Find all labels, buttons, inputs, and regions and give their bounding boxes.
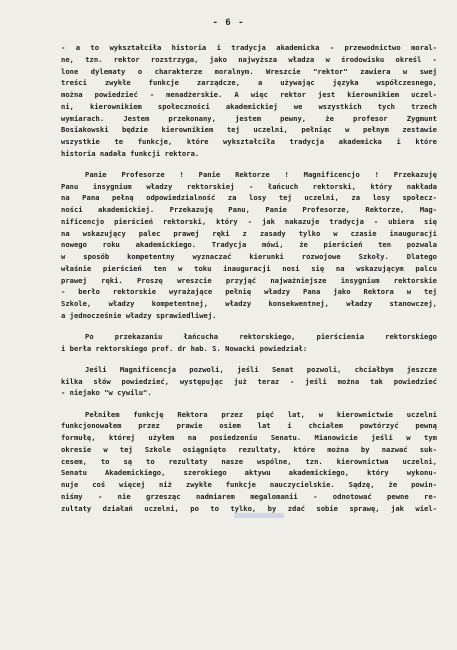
paragraph-3: [61, 331, 437, 355]
text-line: Bosiakowski będzie kierownikiem tej uczelni, pełniąc w pełnym zestawie: [61, 125, 437, 135]
text-line: okresie w tej Szkole osiągnięto rezultaty, które można by nazwać suk-: [61, 444, 437, 454]
text-line: niśmy - nie grzesząc nadmiarem megalomanii - odnotować pewne re-: [61, 491, 437, 501]
text-line: Szkole, władzy kompetentnej, władzy konsekwentnej, władzy stanowczej,: [61, 299, 437, 309]
text-line: na wskazujący palec prawej ręki z zasady tylko w czasie inauguracji: [61, 228, 437, 238]
text-line: Senatu Akademickiego, szerokiego aktywu akademickiego, który wykonu-: [61, 468, 437, 478]
text-line: Jeśli Magnificencja pozwoli, jeśli Senat pozwoli, chciałbym jeszcze: [85, 364, 437, 374]
text-line: na Pana pełną odpowiedzialność za losy tej uczelni, za losy społecz-: [61, 193, 437, 203]
paragraph-1: [61, 42, 437, 160]
document-body: [61, 42, 437, 524]
text-line: lone dylematy o charakterze moralnym. Wreszcie "rektor" zawiera w swej: [61, 66, 437, 76]
text-line: zultaty działań uczelni, po to tylko, by zdać sobie sprawę, jak wiel-: [61, 503, 437, 513]
text-line: Panu insygnium władzy rektorskiej - łańcuch rektorski, który nakłada: [61, 181, 437, 191]
text-line: Panie Profesorze ! Panie Rektorze ! Magnificencjo ! Przekazuję: [85, 169, 437, 179]
text-line: ni, kierownikiem społeczności akademickiej we wszystkich tych trzech: [61, 101, 437, 111]
text-line: Po przekazaniu łańcucha rektorskiego, pierścienia rektorskiego: [85, 332, 437, 342]
paragraph-5: [61, 409, 437, 515]
page-number: - 6 -: [212, 18, 245, 28]
text-line: nuje coś więcej niż zwykłe funkcje nauczycielskie. Sądzę, że powin-: [61, 480, 437, 490]
text-line: kilka słów powiedzieć, występując już teraz - jeśli można tak powiedzieć: [61, 376, 437, 386]
text-line: właśnie pierścień ten w toku inauguracji nosi się na wskazującym palcu: [61, 263, 437, 273]
text-line: w sposób kompetentny wyznaczać kierunki rozwojowe Szkoły. Dlatego: [61, 252, 437, 262]
text-line: formułę, której użyłem na posiedzeniu Senatu. Mianowicie jeśli w tym: [61, 433, 437, 443]
text-line: - berło rektorskie wyrażające pełnię władzy Pana jako Rektora w tej: [61, 287, 437, 297]
text-line: nificencjo pierścień rektorski, który - jak nakazuje tradycja - ubiera się: [61, 216, 437, 226]
text-line: - a to wykształciła historia i tradycja akademicka - przewodnictwo moral-: [61, 43, 437, 52]
paragraph-4: [61, 364, 437, 399]
text-line: treści zwykłe funkcje zarządcze, a używając języka współczesnego,: [61, 78, 437, 88]
text-line: a jednocześnie władzy sprawiedliwej.: [61, 310, 217, 320]
text-line: można powiedzieć - menadżerskie. A więc rektor jest kierownikiem uczel-: [61, 90, 437, 99]
text-line: funkcjonowałem przez prawie osiem lat i chciałem powtórzyć pewną: [61, 421, 437, 431]
text-line: ności akademickiej. Przekazuję Panu, Panie Profesorze, Rektorze, Mag-: [61, 205, 437, 215]
text-line: prawej ręki. Proszę wreszcie przyjąć najważniejsze insygnium rektorskie: [61, 275, 437, 285]
text-line: cesem, to są to rezultaty nasze wspólne, tzn. kierownictwa uczelni,: [61, 456, 437, 466]
text-line: historia nadała funkcji rektora.: [61, 148, 200, 158]
text-line: nowego roku akademickiego. Tradycja mówi, że pierścień ten pozwala: [61, 240, 437, 250]
text-line: Pełniłem funkcję Rektora przez pięć lat, w kierownictwie uczelni: [85, 409, 437, 419]
text-line: ne, tzn. rektor rozstrzyga, jako najwyższa władza w środowisku określ -: [61, 54, 437, 64]
text-line: i berła rektorskiego prof. dr hab. S. Nowacki powiedział:: [61, 343, 308, 353]
text-line: wymiarach. Jestem przekonany, jestem pewny, że profesor Zygmunt: [61, 113, 437, 123]
text-line: - niejako "w cywilu".: [61, 388, 152, 398]
text-line: wszystkie te funkcje, które wykształciła tradycja akademicka i które: [61, 137, 437, 146]
paragraph-2: [61, 169, 437, 322]
